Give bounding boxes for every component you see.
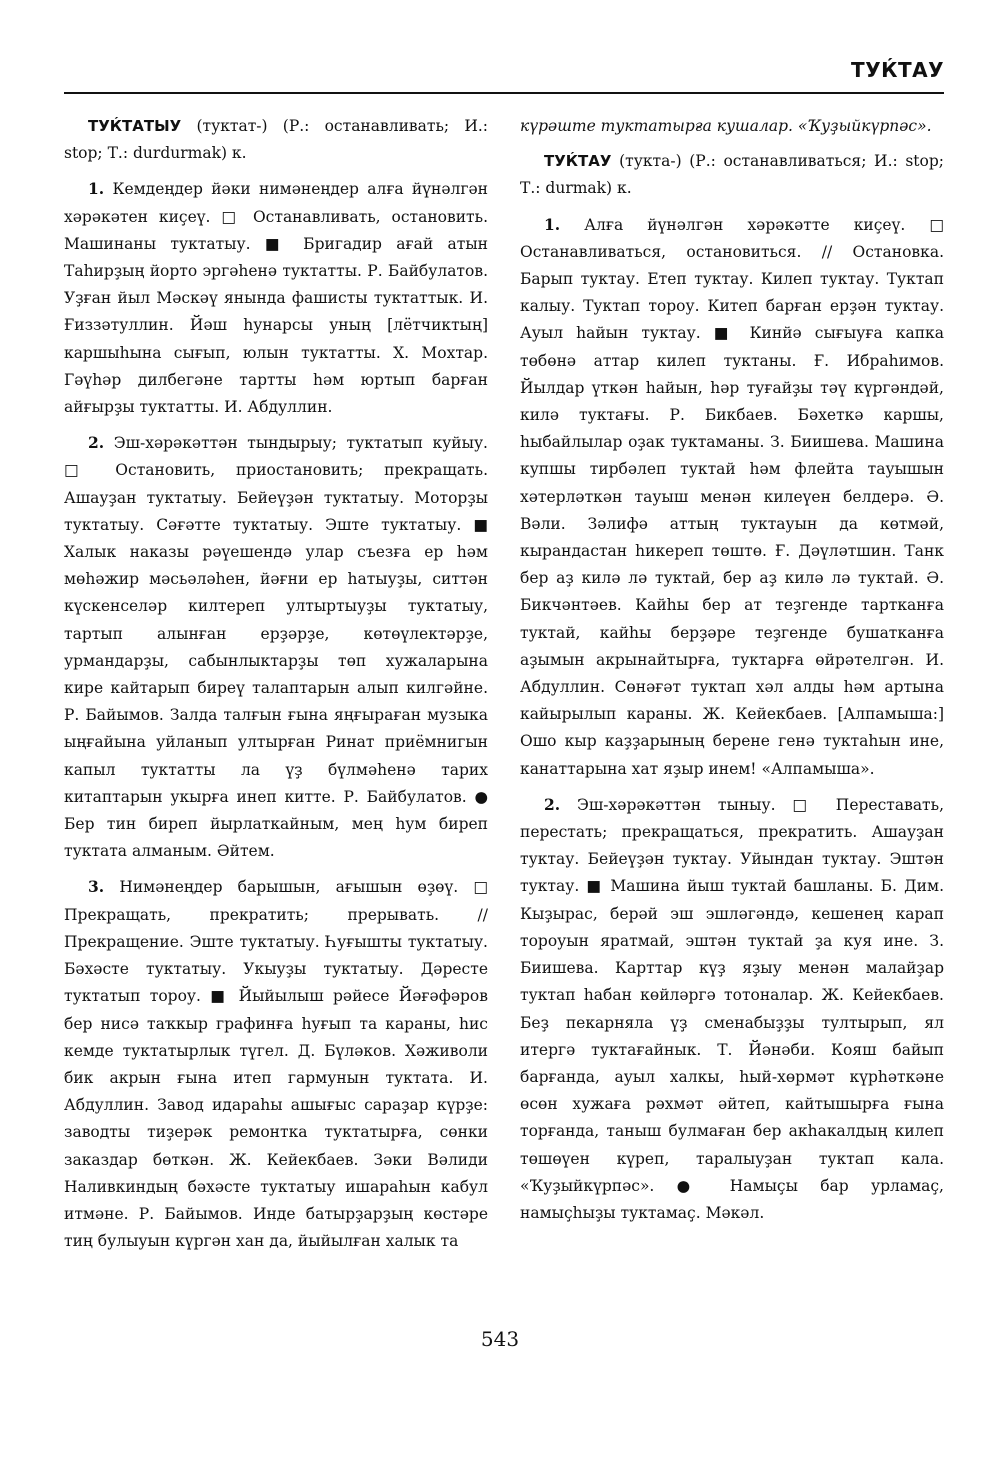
header-rule — [64, 92, 944, 94]
sense-text: Эш-хәрәкәттән тындырыу; туктатып куйыу. □ Остановить, приостановить; прекращать. Ашауҙан туктатыу. Бейеүҙән туктатыу. Моторҙы туктатыу. Сәғәтте туктатыу. Эште туктатыу. ■ Халык наказы рәүешендә улар съезға ер һәм мөһәжир мәсьәләһен, йәғни ер һатыуҙы, ситтән күскенселәр килтереп ултыртыуҙы туктатыу, тартып алынған ерҙәрҙе, көтөүлектәрҙе, урмандарҙы, сабынлыктарҙы төп хужаларына кире кайтарып биреү талаптарын алып килгәйне. Р. Байымов. Залда талғын ғына яңғыраған музыка ыңғайына уйланып ултырған Ринат приёмнигын капыл туктатты ла үҙ бүлмәһенә тарих китаптарын укырға инеп китте. Р. Байбулатов. ● Бер тин биреп йырлаткайным, мең һум биреп туктата алманым. Әйтем. — [64, 434, 488, 861]
sense-number: 2. — [544, 794, 561, 814]
sense-2 — [64, 429, 488, 865]
sense-2 — [520, 791, 944, 1227]
running-head: ТУЌТАУ — [851, 58, 944, 82]
entry-tuktatyu — [64, 113, 488, 167]
page-header — [64, 58, 944, 94]
sense-1 — [520, 211, 944, 783]
sense-1 — [64, 175, 488, 421]
entry-grammar: (тукта-) (Р.: останавливаться; И.: stop; Т.: durmak) к. — [520, 152, 944, 198]
sense-3 — [64, 873, 488, 1255]
page-number: 543 — [480, 1327, 520, 1351]
entry-continuation: күрәште туктатырға кушалар. «Ҡуҙыйкүрпәс». — [520, 117, 932, 135]
entry-grammar: (туктат-) (Р.: останавливать; И.: stop; Т.: durdurmak) к. — [64, 117, 488, 163]
sense-text: Алға йүнәлгән хәрәкәтте киҫеү. □ Останавливаться, остановиться. // Остановка. Барып туктау. Етеп туктау. Килеп туктау. Туктап калыу. Туктап тороу. Китеп барған ерҙән туктау. Ауыл һайын туктау. ■ Кинйә сығыуға капка төбөнә аттар килеп туктаны. Ғ. Ибраһимов. Йылдар үткән һайын, һәр туғайҙы тәү күргәндәй, килә туктағы. Р. Бикбаев. Бәхеткә каршы, һыбайлылар оҙак туктаманы. З. Биишева. Машина купшы тирбәлеп туктай һәм флейта тауышын хәтерләткән тауыш менән килеүен белдерә. Ә. Вәли. Зәлифә аттың туктауын да көтмәй, кырандастан һикереп төштө. Ғ. Дәүләтшин. Танк бер аҙ килә лә туктай, бер аҙ килә лә туктай. Ә. Бикчәнтәев. Кайһы бер ат теҙгенде тартканға туктай, кайһы берҙәре теҙгенде бушатканға аҙымын акрынайтырға, туктарға өйрәтелгән. И. Абдуллин. Сөнәғәт туктап хәл алды һәм артына кайырылып караны. Ж. Кейекбаев. [Алпамыша:] Ошо кыр каҙҙарының берене генә туктаһын ине, канаттарына хат яҙыр инем! «Алпамыша». — [520, 215, 944, 778]
right-column — [520, 113, 944, 1235]
headword: ТУЌТАТЫУ — [88, 117, 182, 135]
sense-text: Нимәнеңдер барышын, ағышын өҙөү. □ Прекращать, прекратить; прерывать. // Прекращение. Эште туктатыу. Һуғышты туктатыу. Бәхәсте туктатыу. Укыуҙы туктатыу. Дәресте туктатып тороу. ■ Йыйылыш рәйесе Йәғәфәров бер нисә таҡкыр графинға һуғып та караны, һис кемде туктатырлык түгел. Д. Бүләков. Хәживоли бик акрын ғына итеп гармунын туктата. И. Абдуллин. Завод идараһы ашығыс сараҙар күрҙе: заводты тиҙерәк ремонтка туктатырға, сөнки заказдар бөткән. Ж. Кейекбаев. Зәки Вәлиди Наливкиндың бәхәсте туктатыу ишараһын кабул итмәне. Р. Байымов. Инде батырҙарҙың көстәре тиң булыуын күргән хан да, йыйылған халык та — [64, 878, 488, 1251]
sense-number: 1. — [544, 214, 561, 234]
sense-text: Эш-хәрәкәттән тыныу. □ Переставать, перестать; прекращаться, прекратить. Ашауҙан туктау. Бейеүҙән туктау. Уйындан туктау. Эштән туктау. ■ Машина йыш туктай башланы. Б. Дим. Кыҙырас, берәй эш эшләгәндә, кешенең карап тороуын яратмай, эштән туктай ҙа куя ине. З. Биишева. Карттар күҙ яҙыу менән малайҙар туктап һабан көйләргә тотоналар. Ж. Кейекбаев. Беҙ пекарняла үҙ сменабыҙҙы тултырып, ял итергә туктағайнык. Т. Йәнәби. Кояш байып барғанда, ауыл халкы, һый-хөрмәт күрһәткәне өсөн хужаға рәхмәт әйтеп, кайтышырға ғына торғанда, таныш булмаған бер акһакалдың килеп төшөүен күреп, таралыуҙан туктап кала. «Ҡуҙыйкүрпәс». ● Намыҫы бар урламаҫ, намыҫһыҙы туктамаҫ. Мәкәл. — [520, 795, 944, 1222]
sense-number: 3. — [88, 877, 105, 897]
sense-number: 1. — [88, 179, 105, 199]
sense-number: 2. — [88, 433, 105, 453]
left-column — [64, 113, 488, 1263]
headword: ТУЌТАУ — [544, 152, 612, 171]
sense-text: Кемдеңдер йәки нимәнеңдер алға йүнәлгән хәрәкәтен киҫеү. □ Останавливать, остановить. Машинаны туктатыу. ■ Бригадир ағай атын Таһирҙың йорто эргәһенә туктатты. Р. Байбулатов. Уҙған йыл Мәскәү янында фашисты туктаттык. И. Ғиззәтуллин. Йәш һунарсы уның [лётчиктың] каршыһына сығып, юлын туктатты. Х. Мохтар. Гәүһәр дилбегәне тартты һәм юртып барған айғырҙы туктатты. И. Абдуллин. — [64, 180, 488, 417]
entry-tuktau — [520, 148, 944, 202]
